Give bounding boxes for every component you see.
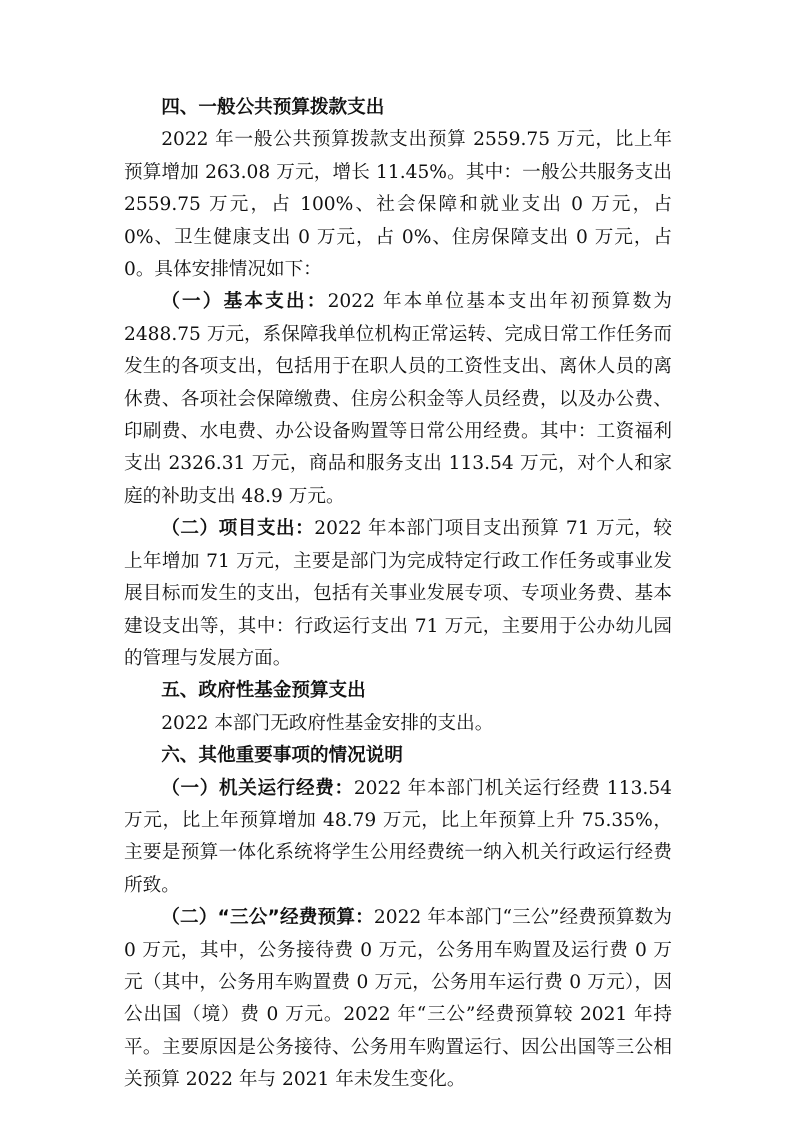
basic-expenditure-lead: （一）基本支出： [161,291,328,313]
document-body [124,92,672,1097]
section-heading-other-matters: 六、其他重要事项的情况说明 [161,745,403,767]
project-expenditure-lead: （二）项目支出： [161,518,315,540]
section-heading-general-budget: 四、一般公共预算拨款支出 [161,97,385,118]
project-expenditure-paragraph [124,513,672,675]
basic-expenditure-paragraph [124,286,672,513]
three-public-lead: （二）“三公”经费预算： [161,907,374,929]
section-heading-government-fund: 五、政府性基金预算支出 [161,680,366,702]
operating-cost-paragraph [124,773,672,903]
basic-expenditure-text: 2022 年本单位基本支出年初预算数为 2488.75 万元，系保障我单位机构正常运转、完成日常工作任务而发生的各项支出，包括用于在职人员的工资性支出、离休人员的离休费、各项社会保障缴费、住房公积金等人员经费，以及办公费、印刷费、水电费、办公设备购置等日常公用经费。其中：工资福利支出 2326.31 万元，商品和服务支出 113.54 万元，对个人和家庭的补助支出 48.9 万元。 [124,291,672,507]
project-expenditure-text: 2022 年本部门项目支出预算 71 万元，较上年增加 71 万元，主要是部门为完成特定行政工作任务或事业发展目标而发生的支出，包括有关事业发展专项、专项业务费、基本建设支出等，其中：行政运行支出 71 万元，主要用于公办幼儿园的管理与发展方面。 [124,518,672,669]
three-public-text: 2022 年本部门“三公”经费预算数为 0 万元，其中，公务接待费 0 万元，公务用车购置及运行费 0 万元（其中，公务用车购置费 0 万元，公务用车运行费 0 万元），因公出国（境）费 0 万元。2022 年“三公”经费预算较 2021 年持平。主要原因是公务接待、公务用车购置运行、因公出国等三公相关预算 2022 年与 2021 年未发生变化。 [124,907,672,1091]
government-fund-text: 2022 本部门无政府性基金安排的支出。 [161,712,494,734]
operating-cost-lead: （一）机关运行经费： [161,777,354,799]
three-public-paragraph [124,902,672,1096]
general-budget-intro: 2022 年一般公共预算拨款支出预算 2559.75 万元，比上年预算增加 263.08 万元，增长 11.45%。其中：一般公共服务支出 2559.75 万元，占 100%、社会保障和就业支出 0 万元，占 0%、卫生健康支出 0 万元，占 0%、住房保障支出 0 万元，占 0。具体安排情况如下： [124,129,672,281]
operating-cost-text: 2022 年本部门机关运行经费 113.54 万元，比上年预算增加 48.79 万元，比上年预算上升 75.35%，主要是预算一体化系统将学生公用经费统一纳入机关行政运行经费所致。 [124,777,672,896]
